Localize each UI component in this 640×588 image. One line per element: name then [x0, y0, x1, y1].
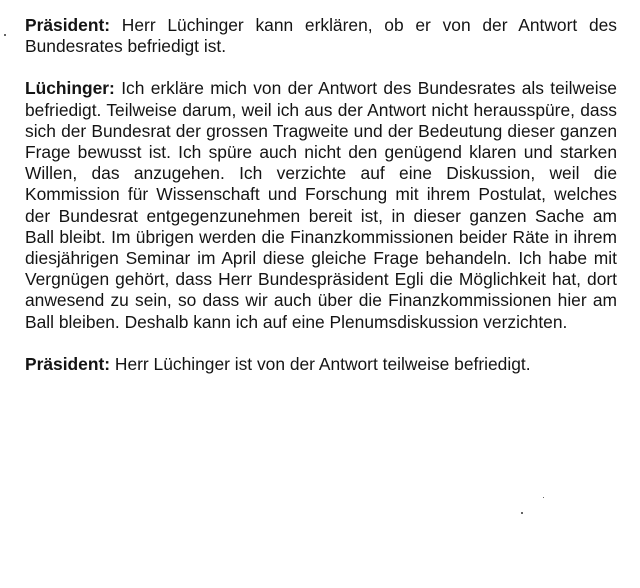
document-page [25, 15, 617, 396]
paragraph-luechinger [25, 78, 617, 332]
speaker-label: Präsident: [25, 15, 111, 35]
paragraph-praesident-2 [25, 354, 617, 375]
paragraph-text: Herr Lüchinger kann erklären, ob er von der Antwort des Bundesrates befriedigt ist. [25, 15, 617, 57]
scan-speck [543, 497, 544, 498]
paragraph-text: Ich erkläre mich von der Antwort des Bundesrates als teilweise befriedigt. Teilweise darum, weil ich aus der Antwort nicht herausspüre, dass sich der Bundesrat der grossen Tragweite und der Bedeutung dieser ganzen Frage bewusst ist. Ich spüre auch nicht den genügend klaren und starken Willen, das anzugehen. Ich verzichte auf eine Diskussion, weil die Kommission für Wissenschaft und Forschung mit ihrem Postulat, welches der Bundesrat entgegenzunehmen bereit ist, in dieser ganzen Sache am Ball bleibt. Im übrigen werden die Finanzkommissionen beider Räte in ihrem diesjährigen Seminar im April diese gleiche Frage behandeln. Ich habe mit Vergnügen gehört, dass Herr Bundespräsident Egli die Möglichkeit hat, dort anwesend zu sein, so dass wir auch über die Finanzkommissionen hier am Ball bleiben. Deshalb kann ich auf eine Plenumsdiskussion verzichten. [25, 78, 617, 332]
scan-speck [521, 512, 523, 514]
paragraph-text: Herr Lüchinger ist von der Antwort teilweise befriedigt. [114, 353, 531, 374]
speaker-label: Präsident: [25, 353, 111, 374]
scan-speck [4, 34, 6, 36]
paragraph-praesident-1 [25, 15, 617, 57]
speaker-label: Lüchinger: [25, 78, 115, 99]
